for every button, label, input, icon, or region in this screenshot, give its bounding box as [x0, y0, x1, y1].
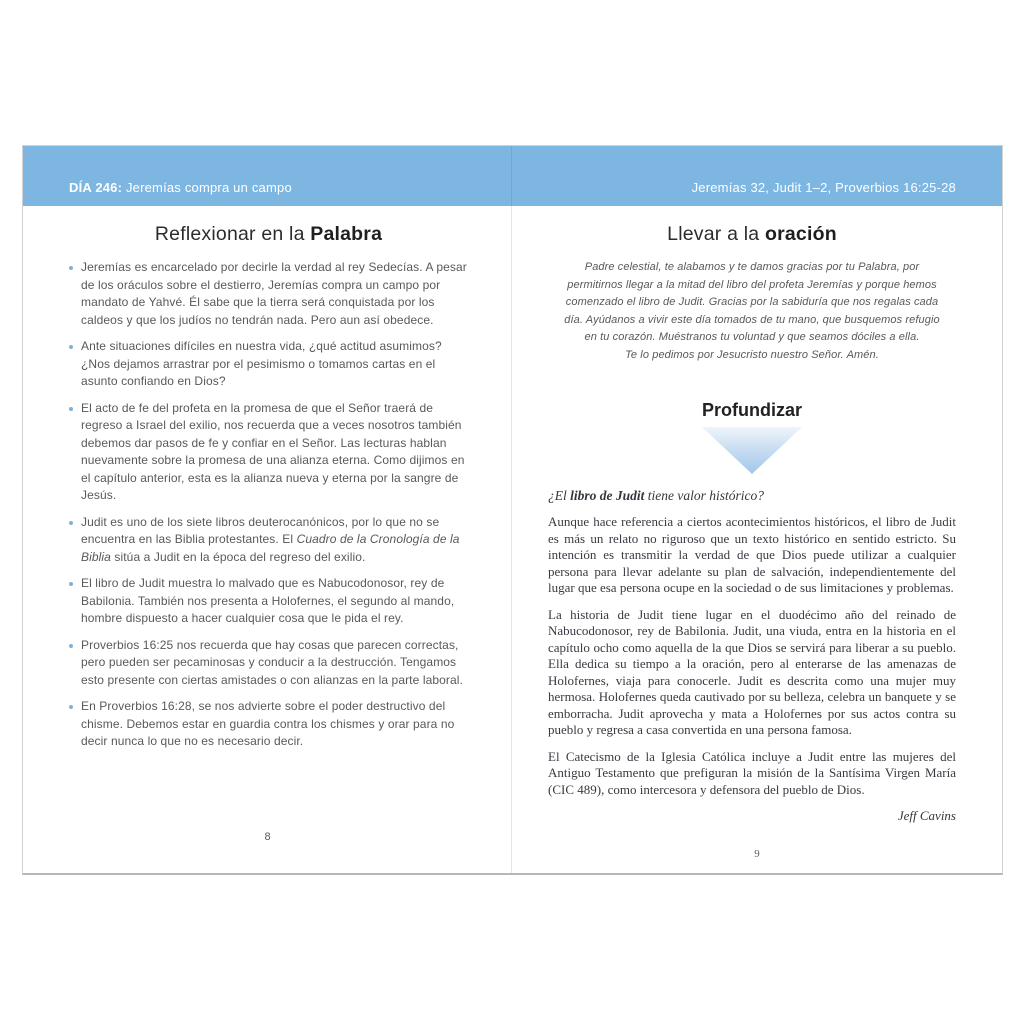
bullet-item [69, 400, 468, 505]
bullet-item [69, 338, 468, 391]
prayer-line: Padre celestial, te alabamos y te damos gracias por tu Palabra, por [584, 261, 920, 273]
page-number-left: 8 [264, 831, 271, 843]
deep-dive-question: ¿El libro de Judit tiene valor histórico? [548, 488, 764, 503]
header-bar [23, 146, 1002, 206]
bullet-dot-icon [69, 582, 73, 586]
prayer-line: en tu corazón. Muéstranos tu voluntad y que seamos dóciles a ella. [584, 331, 920, 343]
prayer-line: comenzado el libro de Judit. Gracias por la sabiduría que nos regalas cada [565, 296, 939, 308]
prayer-text [548, 259, 956, 364]
bullet-dot-icon [69, 705, 73, 709]
author-signature: Jeff Cavins [897, 808, 956, 823]
prayer-line: permitirnos llegar a la mitad del libro del profeta Jeremías y porque hemos [567, 278, 937, 291]
page-number-right: 9 [754, 848, 760, 860]
left-page [23, 206, 512, 873]
bullet-dot-icon [69, 644, 73, 648]
readings-heading: Jeremías 32, Judit 1–2, Proverbios 16:25-28 [691, 180, 956, 195]
bullet-dot-icon [69, 345, 73, 349]
right-page-title: Llevar a la oración [667, 223, 837, 245]
day-title: Jeremías compra un campo [122, 180, 292, 195]
bullet-text: El libro de Judit muestra lo malvado que es Nabucodonosor, rey de Babilonia. También nos presenta a Holofernes, el segundo al mando, hombre dispuesto a hacer cualquier cosa que le pida el rey. [81, 576, 455, 625]
down-arrow-icon [702, 427, 802, 474]
bullet-text: El acto de fe del profeta en la promesa de que el Señor traerá de regreso a Israel del exilio, nos recuerda que a veces nosotros también debemos dar pasos de fe y confiar en el Señor. Las lecturas hablan nuevamente sobre la promesa de una alianza eterna. Como dijimos en el capítulo anterior, esta es la alianza nueva y eterna por la sangre de Jesús. [81, 400, 465, 502]
deep-dive-section-title: Profundizar [701, 400, 802, 420]
day-number-label: DÍA 246: [69, 180, 123, 195]
bullet-dot-icon [69, 266, 73, 270]
deep-dive-paragraph: Aunque hace referencia a ciertos acontecimientos históricos, el libro de Judit es más un relato no riguroso que un texto histórico en sentido estricto. Su intención es transmitir la verdad de que Dios puede utilizar a cualquier persona para llevar adelante su plan de salvación, independientemente del lugar que esa persona ocupe en la sociedad o de sus limitaciones y problemas. [548, 514, 956, 595]
bullet-item [69, 698, 468, 751]
deep-dive-paragraph: El Catecismo de la Iglesia Católica incluye a Judit entre las mujeres del Antiguo Testamento que prefiguran la misión de la Santísima Virgen María (CIC 489), como intercesora y defensora del pueblo de Dios. [548, 748, 956, 797]
deep-dive-paragraph: La historia de Judit tiene lugar en el duodécimo año del reinado de Nabucodonosor, rey de Babilonia. Judit, una viuda, entra en la historia en el capítulo ocho como aquella de la que Dios se servirá para liberar a su pueblo. Ella dedica su tiempo a la oración, pero al enterarse de las amenazas de Holofernes, viaja para conocerle. Judit es descrita como una mujer muy hermosa. Holofernes queda cautivado por su belleza, celebra un banquete y se emborracha. Judit aprovecha y mata a Holofernes por sus actos contra su pueblo y regresa a casa convertida en una persona famosa. [548, 606, 956, 737]
bullet-text: Ante situaciones difíciles en nuestra vida, ¿qué actitud asumimos? ¿Nos dejamos arrastrar por el pesimismo o tomamos cartas en el asunto confiando en Dios? [81, 339, 442, 388]
right-page [512, 206, 1002, 873]
book-title-reference: Cuadro de la Cronología de la Biblia [81, 532, 460, 564]
bullet-item [69, 514, 468, 567]
bullet-dot-icon [69, 407, 73, 411]
bullet-text: Proverbios 16:25 nos recuerda que hay cosas que parecen correctas, pero pueden ser pecaminosas y conducir a la destrucción. Tengamos esto presente con ciertas amistades o con alianzas en la parte laboral. [81, 637, 463, 687]
bullet-text: Jeremías es encarcelado por decirle la verdad al rey Sedecías. A pesar de los oráculos sobre el destierro, Jeremías compra un campo por mandato de Yahvé. Él sabe que la tierra será conquistada por los caldeos y que los judíos no tendrán nada. Pero aun así obedece. [81, 260, 467, 327]
prayer-line: día. Ayúdanos a vivir este día tomados de tu mano, que busquemos refugio [564, 313, 940, 326]
bullet-text: En Proverbios 16:28, se nos advierte sobre el poder destructivo del chisme. Debemos estar en guardia contra los chismes y orar para no decir nunca lo que no es necesario decir. [81, 699, 455, 748]
day-heading [69, 180, 292, 195]
pages-container [23, 206, 1002, 873]
prayer-line: Te lo pedimos por Jesucristo nuestro Señor. Amén. [625, 348, 879, 361]
left-page-title: Reflexionar en la Palabra [154, 223, 383, 245]
bullet-item [69, 259, 468, 329]
bullet-text: Judit es uno de los siete libros deuterocanónicos, por lo que no se encuentra en las Biblia protestantes. El Cuadro de la Cronología de la Biblia sitúa a Judit en la época del regreso del exilio. [81, 514, 460, 564]
bullet-item [69, 637, 468, 690]
bullet-item [69, 575, 468, 628]
bullet-dot-icon [69, 521, 73, 525]
reflection-bullet-list [69, 259, 468, 751]
book-spread [22, 145, 1003, 875]
